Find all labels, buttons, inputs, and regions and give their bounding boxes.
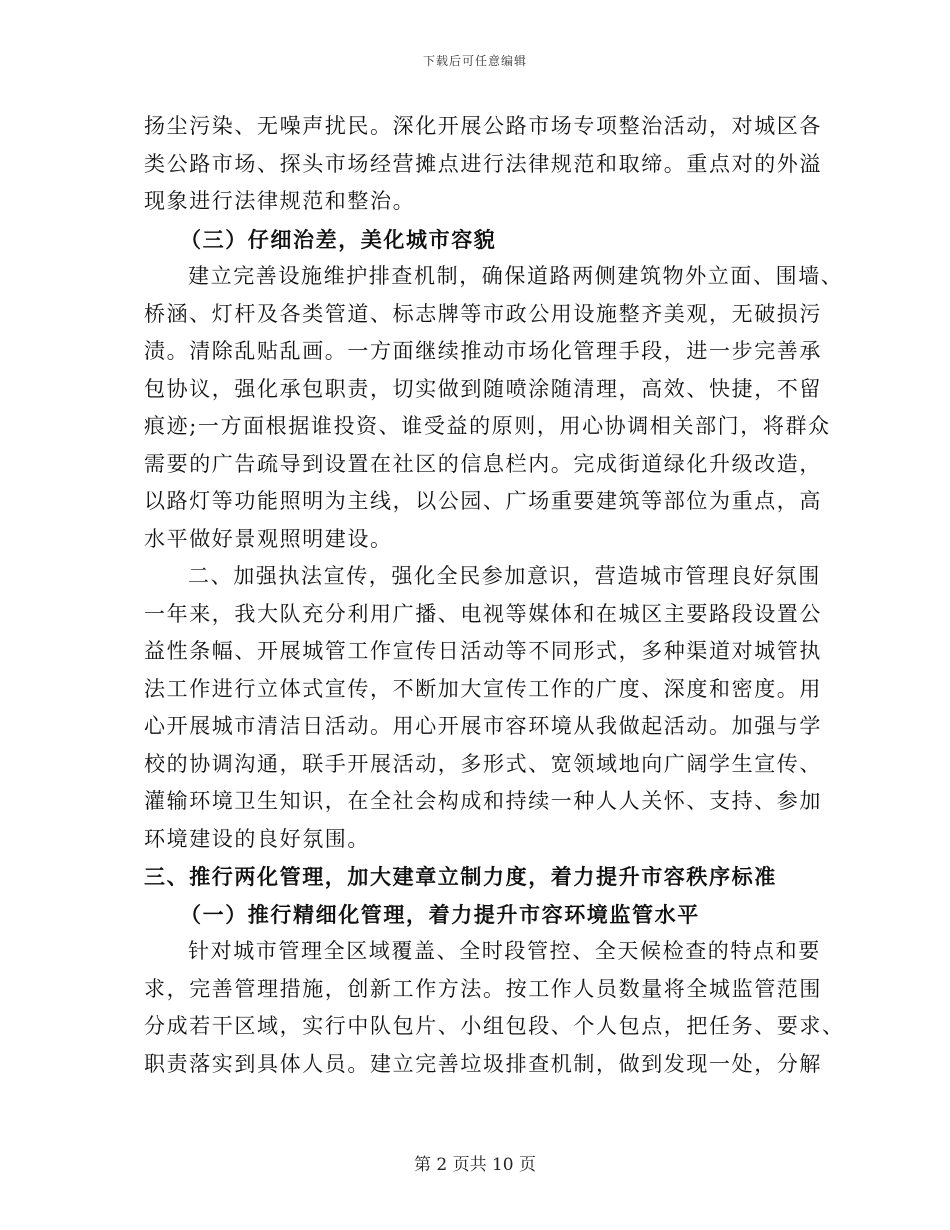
section-heading: 三、推行两化管理，加大建章立制力度，着力提升市容秩序标准 bbox=[144, 864, 777, 889]
paragraph-first-line: 建立完善设施维护排查机制，确保道路两侧建筑物外立面、围墙、 bbox=[188, 264, 844, 288]
subsection-heading: （一）推行精细化管理，着力提升市容环境监管水平 bbox=[180, 901, 700, 927]
body-line: 水平做好景观照明建设。 bbox=[144, 526, 393, 551]
section-heading: （三）仔细治差，美化城市容貌 bbox=[180, 226, 497, 252]
body-line: 法工作进行立体式宣传，不断加大宣传工作的广度、深度和密度。用 bbox=[144, 676, 822, 701]
body-line: 分成若干区域，实行中队包片、小组包段、个人包点，把任务、要求、 bbox=[144, 1014, 845, 1038]
page-header: 下载后可任意编辑 bbox=[422, 54, 527, 68]
body-line: 环境建设的良好氛围。 bbox=[144, 826, 370, 851]
body-line: 职责落实到具体人员。建立完善垃圾排查机制，做到发现一处，分解 bbox=[144, 1051, 822, 1076]
body-line: 扬尘污染、无噪声扰民。深化开展公路市场专项整治活动，对城区各 bbox=[144, 114, 822, 138]
body-line: 包协议，强化承包职责，切实做到随喷涂随清理，高效、快捷，不留 bbox=[144, 376, 822, 401]
paragraph-first-line: 针对城市管理全区域覆盖、全时段管控、全天候检查的特点和要 bbox=[188, 939, 821, 963]
body-line: 益性条幅、开展城管工作宣传日活动等不同形式，多种渠道对城管执 bbox=[144, 639, 822, 663]
body-line: 灌输环境卫生知识，在全社会构成和持续一种人人关怀、支持、参加 bbox=[144, 789, 822, 813]
body-line: 类公路市场、探头市场经营摊点进行法律规范和取缔。重点对的外溢 bbox=[144, 151, 822, 176]
paragraph-first-line: 二、加强执法宣传，强化全民参加意识，营造城市管理良好氛围 bbox=[188, 564, 821, 588]
body-line: 桥涵、灯杆及各类管道、标志牌等市政公用设施整齐美观，无破损污 bbox=[144, 301, 822, 326]
body-line: 渍。清除乱贴乱画。一方面继续推动市场化管理手段，进一步完善承 bbox=[144, 339, 822, 363]
body-line: 求，完善管理措施，创新工作方法。按工作人员数量将全城监管范围 bbox=[144, 976, 822, 1001]
body-line: 心开展城市清洁日活动。用心开展市容环境从我做起活动。加强与学 bbox=[144, 714, 822, 738]
page-number: 第 2 页共 10 页 bbox=[413, 1155, 537, 1175]
document-body bbox=[144, 108, 845, 1083]
body-line: 需要的广告疏导到设置在社区的信息栏内。完成街道绿化升级改造， bbox=[144, 451, 822, 476]
body-line: 痕迹;一方面根据谁投资、谁受益的原则，用心协调相关部门，将群众 bbox=[144, 414, 831, 438]
body-line: 校的协调沟通，联手开展活动，多形式、宽领域地向广阔学生宣传、 bbox=[144, 751, 822, 776]
body-line: 一年来，我大队充分利用广播、电视等媒体和在城区主要路段设置公 bbox=[144, 601, 822, 626]
body-line: 以路灯等功能照明为主线，以公园、广场重要建筑等部位为重点，高 bbox=[144, 489, 822, 513]
body-line: 现象进行法律规范和整治。 bbox=[144, 189, 416, 213]
